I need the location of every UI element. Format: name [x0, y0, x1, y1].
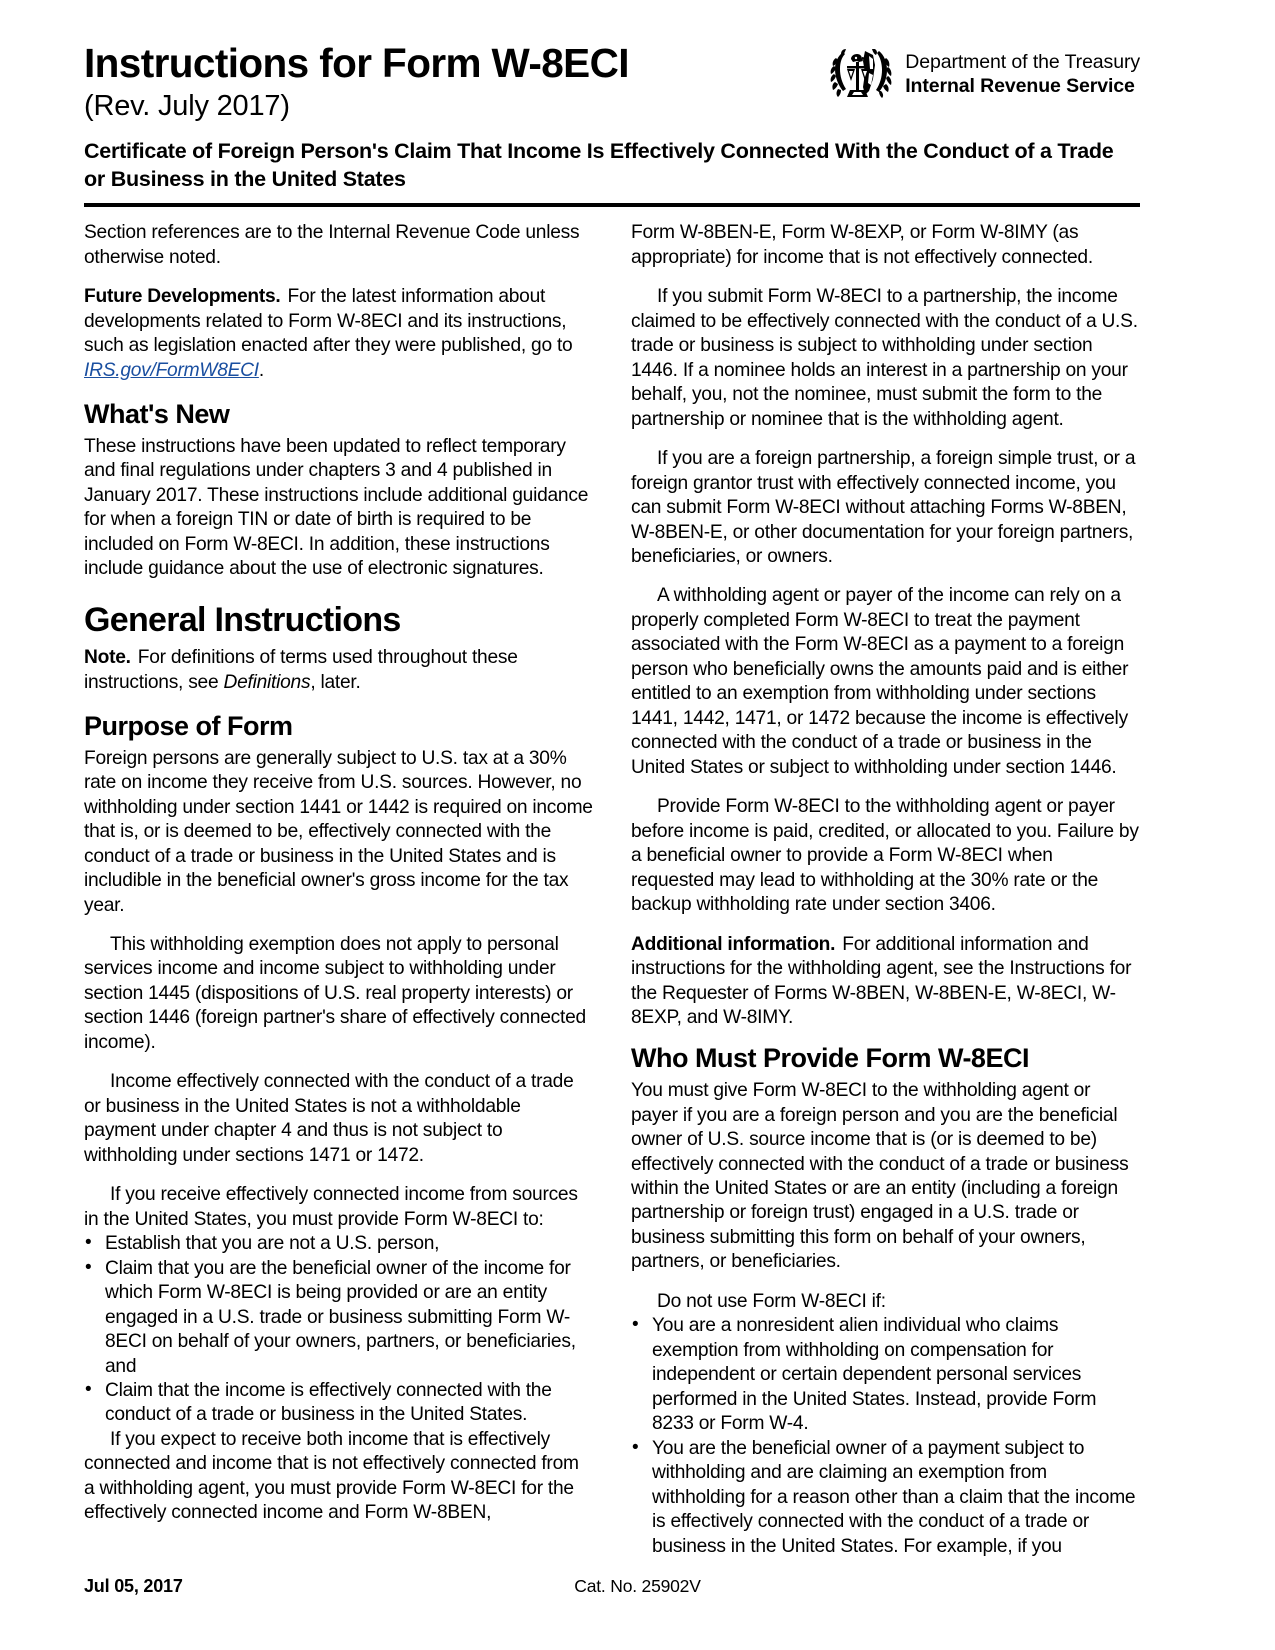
continuation-paragraph: Form W-8BEN-E, Form W-8EXP, or Form W-8IMY (as appropriate) for income that is not effectively connected.: [631, 222, 1093, 268]
agency-department: Department of the Treasury: [905, 51, 1140, 73]
agency-block: [829, 48, 1140, 106]
additional-information-paragraph: [631, 933, 1140, 1031]
additional-information-text: For additional information and instructions for the withholding agent, see the Instructions for the Requester of Forms W-8BEN, W-8BEN-E, W-8ECI, W-8EXP, and W-8IMY.: [631, 933, 1132, 1028]
heading-whats-new: What's New: [84, 399, 230, 430]
do-not-use-bullet-list: [631, 1314, 1140, 1559]
page-footer: [84, 1576, 1191, 1600]
whats-new-paragraph: These instructions have been updated to reflect temporary and final regulations under chapters 3 and 4 published in January 2017. These instructions include additional guidance for when a foreign TIN or date of birth is required to be included on Form W-8ECI. In addition, these instructions include guidance about the use of electronic signatures.: [84, 435, 589, 580]
purpose-paragraph-2: This withholding exemption does not apply to personal services income and income subject to withholding under section 1445 (dispositions of U.S. real property interests) or section 1446 (foreign partner's share of effectively connected income).: [84, 934, 586, 1053]
purpose-paragraph-3: Income effectively connected with the conduct of a trade or business in the United States is not a withholdable payment under chapter 4 and thus is not subject to withholding under sections 1471 or 1472.: [84, 1071, 574, 1166]
title-left-group: [84, 42, 629, 124]
page-title: Instructions for Form W-8ECI: [84, 40, 629, 86]
document-subtitle: Certificate of Foreign Person's Claim That Income Is Effectively Connected With the Conduct of a Trade or Business in the United States: [84, 139, 1114, 191]
agency-text: [905, 48, 1140, 99]
heading-who-must-provide: Who Must Provide Form W-8ECI: [631, 1043, 1029, 1074]
left-column: [84, 221, 593, 1559]
list-item: • Establish that you are not a U.S. person,: [84, 1232, 593, 1256]
do-not-use-lead-in: Do not use Form W-8ECI if:: [657, 1290, 886, 1312]
purpose-bullet-list: [84, 1232, 593, 1428]
irs-formw8eci-link[interactable]: IRS.gov/FormW8ECI: [84, 359, 259, 381]
withholding-agent-reliance-paragraph: A withholding agent or payer of the income can rely on a properly completed Form W-8ECI to treat the payment associated with the Form W-8ECI as a payment to a foreign person who beneficially owns the amounts paid and is either entitled to an exemption from withholding under sections 1441, 1442, 1471, or 1472 because the income is effectively connected with the conduct of a trade or business in the United States or subject to withholding under section 1446.: [631, 585, 1129, 778]
heading-purpose-of-form: Purpose of Form: [84, 711, 293, 742]
provide-form-paragraph: Provide Form W-8ECI to the withholding agent or payer before income is paid, credited, or allocated to you. Failure by a beneficial owner to provide a Form W-8ECI when requested may lead to withholding at the 30% rate or the backup withholding rate under section 3406.: [631, 796, 1139, 916]
future-developments-text-end: .: [258, 359, 264, 381]
who-must-provide-paragraph: You must give Form W-8ECI to the withholding agent or payer if you are a foreign person and you are the beneficial owner of U.S. source income that is (or is deemed to be) effectively connected with the conduct of a trade or business within the United States or are an entity (including a foreign partnership or foreign trust) engaged in a U.S. trade or business submitting this form on behalf of your owners, partners, or beneficiaries.: [631, 1080, 1129, 1273]
revision-date: (Rev. July 2017): [84, 90, 290, 123]
future-developments-paragraph: [84, 285, 593, 383]
foreign-partnership-paragraph: If you are a foreign partnership, a foreign simple trust, or a foreign grantor trust with effectively connected income, you can submit Form W-8ECI without attaching Forms W-8BEN, W-8BEN-E, or other documentation for your foreign partners, beneficiaries, or owners.: [631, 448, 1136, 568]
list-item: • You are the beneficial owner of a payment subject to withholding and are claiming an exemption from withholding for a reason other than a claim that the income is effectively connected with the conduct of a trade or business in the United States. For example, if you: [631, 1437, 1140, 1559]
purpose-paragraph-5: If you expect to receive both income that is effectively connected and income that is not effectively connected from a withholding agent, you must provide Form W-8ECI for the effectively connected income and Form W-8BEN,: [84, 1428, 579, 1524]
document-masthead: [84, 0, 1140, 207]
definitions-italic-reference: Definitions: [223, 671, 311, 693]
purpose-paragraph-1: Foreign persons are generally subject to U.S. tax at a 30% rate on income they receive from U.S. sources. However, no withholding under section 1441 or 1442 is required on income that is, or is deemed to be, effectively connected with the conduct of a trade or business in the United States and is includible in the beneficial owner's gross income for the tax year.: [84, 747, 593, 916]
list-item: • Claim that the income is effectively connected with the conduct of a trade or business in the United States.: [84, 1379, 593, 1428]
future-developments-text: For the latest information about developments related to Form W-8ECI and its instructions, such as legislation enacted after they were published, go to: [84, 286, 573, 357]
footer-catalog-number: Cat. No. 25902V: [574, 1576, 701, 1596]
additional-information-runin: Additional information.: [631, 933, 836, 955]
heading-general-instructions: General Instructions: [84, 600, 401, 639]
list-item: • You are a nonresident alien individual who claims exemption from withholding on compensation for independent or certain dependent personal services performed in the United States. Instead, provide Form 8233 or Form W-4.: [631, 1314, 1140, 1436]
two-column-body: [84, 221, 1140, 1559]
section-references-paragraph: Section references are to the Internal Revenue Code unless otherwise noted.: [84, 222, 580, 268]
partnership-paragraph: If you submit Form W-8ECI to a partnership, the income claimed to be effectively connected with the conduct of a U.S. trade or business is subject to withholding under section 1446. If a nominee holds an interest in a partnership on your behalf, you, not the nominee, must submit the form to the partnership or nominee that is the withholding agent.: [631, 286, 1138, 430]
future-developments-runin: Future Developments.: [84, 286, 281, 308]
title-row: [84, 42, 1140, 124]
irs-eagle-scales-logo: [829, 49, 893, 106]
note-runin: Note.: [84, 647, 131, 669]
list-item: • Claim that you are the beneficial owner of the income for which Form W-8ECI is being provided or are an entity engaged in a U.S. trade or business submitting Form W-8ECI on behalf of your owners, partners, or beneficiaries, and: [84, 1257, 593, 1379]
header-divider-rule: [84, 203, 1140, 207]
note-paragraph: [84, 646, 593, 695]
purpose-paragraph-4: If you receive effectively connected income from sources in the United States, you must provide Form W-8ECI to:: [84, 1184, 578, 1230]
footer-date: Jul 05, 2017: [84, 1576, 183, 1596]
page-content: [84, 0, 1140, 1559]
agency-name: Internal Revenue Service: [905, 74, 1135, 97]
note-text: For definitions of terms used throughout these instructions, see: [84, 647, 518, 693]
right-column: [631, 221, 1140, 1559]
note-text-end: , later.: [310, 671, 361, 693]
